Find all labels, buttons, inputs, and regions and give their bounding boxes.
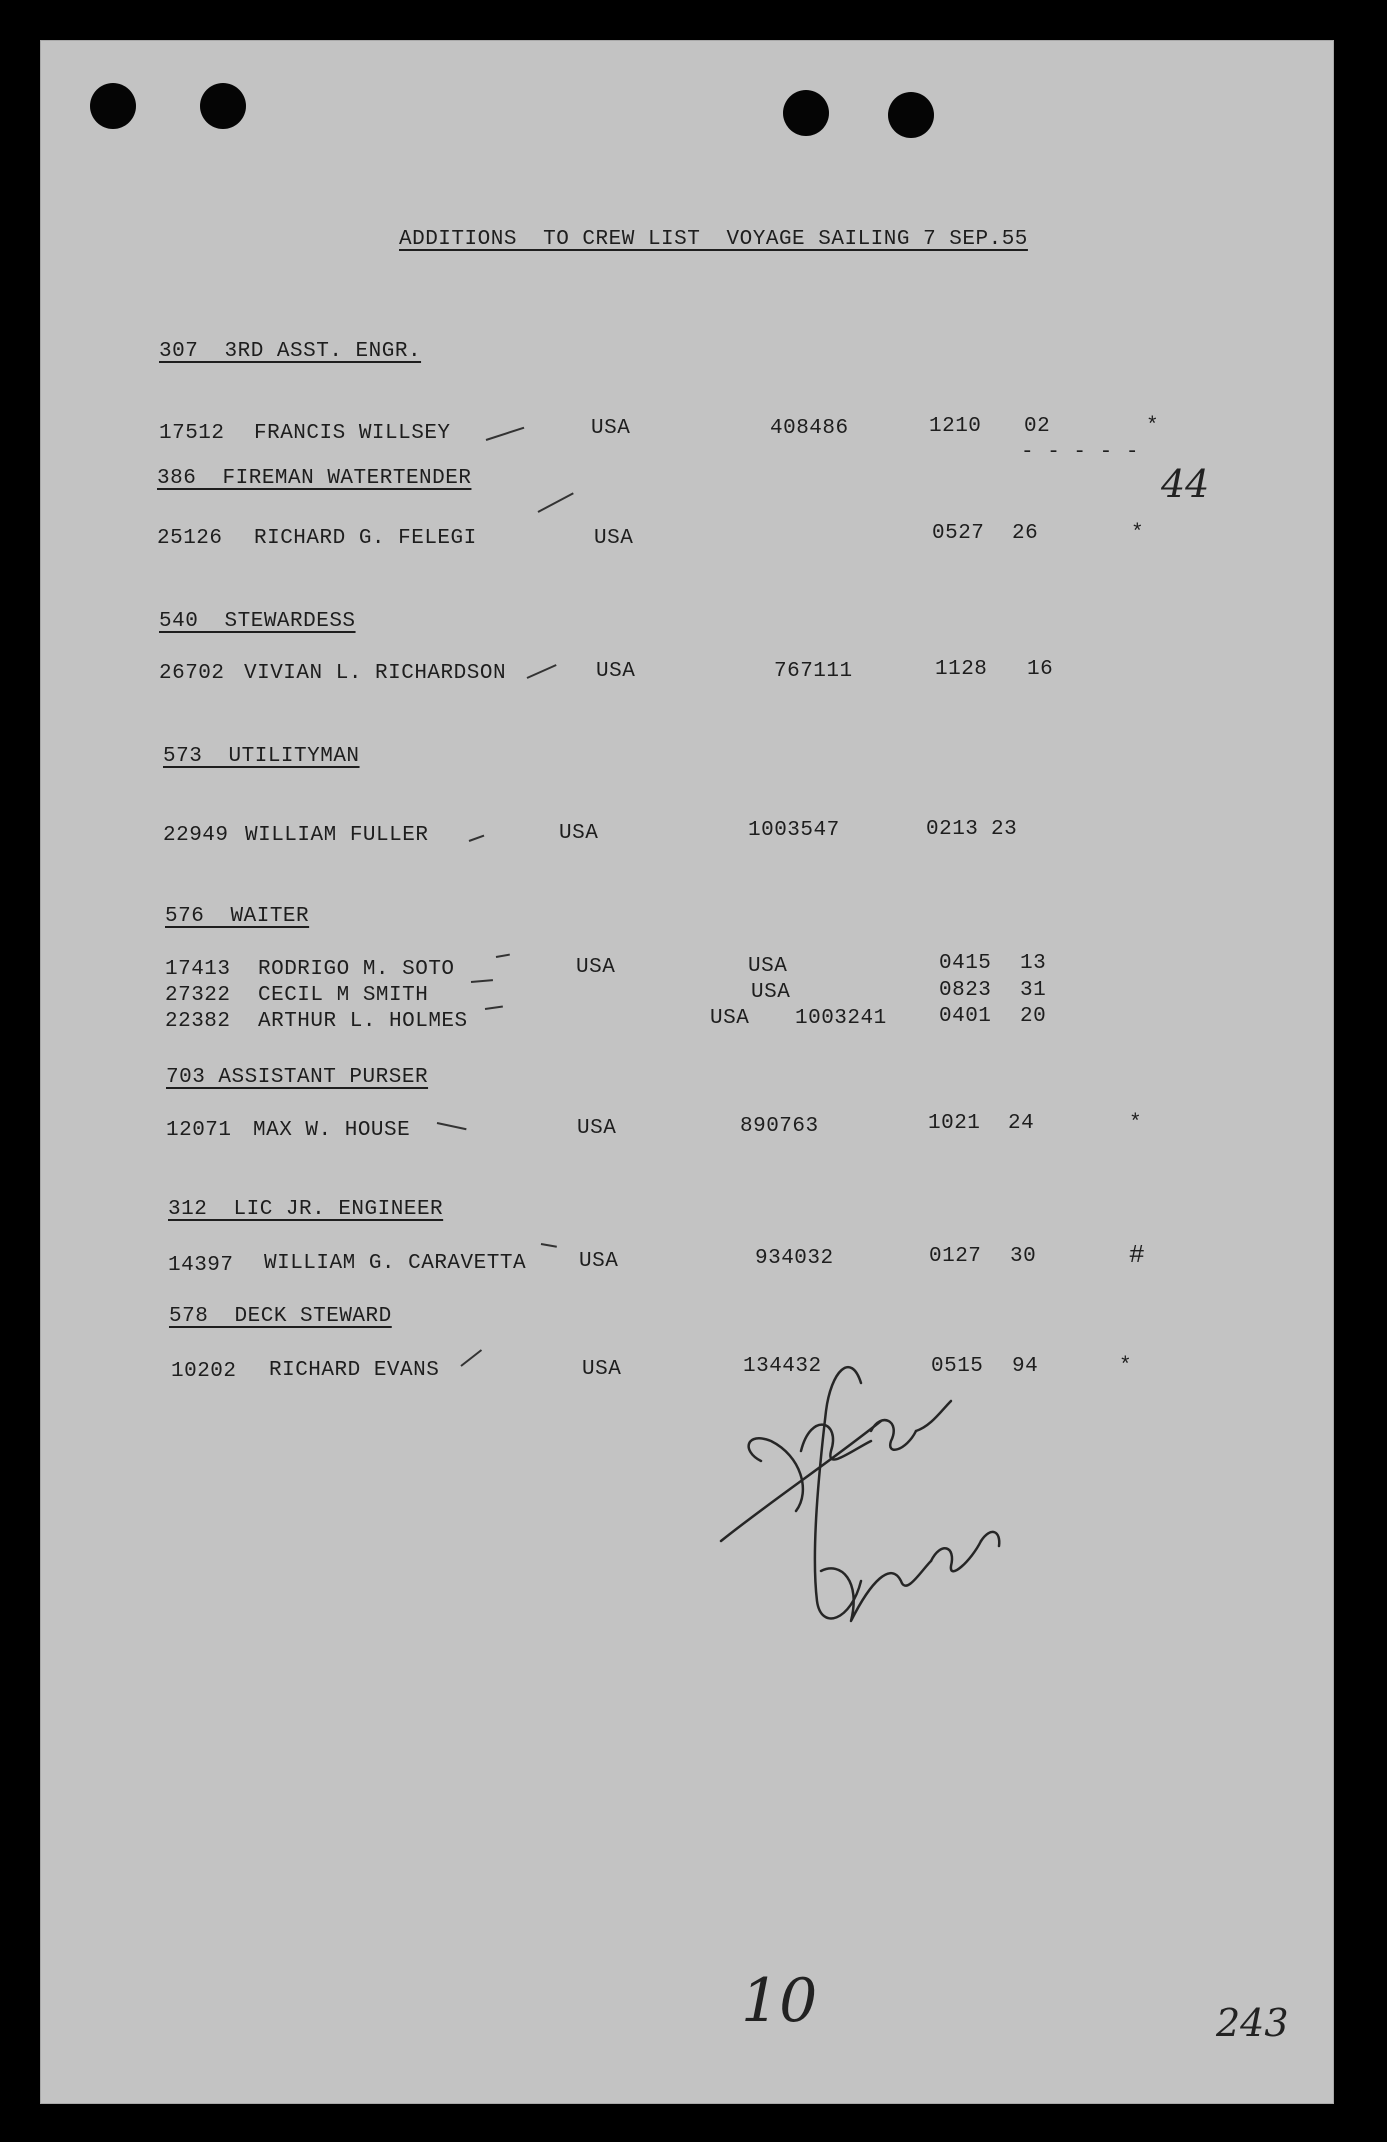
entry-mark: # [1129, 1240, 1146, 1270]
employee-number: 25126 [157, 527, 223, 550]
section-header: 540 STEWARDESS [159, 610, 356, 633]
section-header: 578 DECK STEWARD [169, 1305, 392, 1328]
entry-mark: * [1146, 415, 1160, 438]
entry-code: 20 [1020, 1005, 1047, 1028]
nationality: USA [577, 1117, 617, 1140]
check-mark [541, 1243, 557, 1248]
crew-name: FRANCIS WILLSEY [254, 422, 451, 445]
document-number: 934032 [755, 1247, 834, 1270]
employee-number: 22382 [165, 1010, 231, 1033]
nationality: USA [710, 1007, 750, 1030]
employee-number: 17512 [159, 422, 225, 445]
document-number: 408486 [770, 417, 849, 440]
check-mark [538, 492, 574, 513]
corner-number: 243 [1216, 2001, 1289, 2045]
crew-name: CECIL M SMITH [258, 984, 429, 1007]
date-code: 1021 [928, 1112, 981, 1135]
punch-hole [783, 90, 829, 136]
document-number: 134432 [743, 1355, 822, 1378]
employee-number: 26702 [159, 662, 225, 685]
document-number: 1003547 [748, 819, 840, 842]
employee-number: 10202 [171, 1360, 237, 1383]
section-header: 703 ASSISTANT PURSER [166, 1066, 429, 1089]
nationality: USA [582, 1358, 622, 1381]
margin-number: 44 [1161, 462, 1210, 506]
check-mark [496, 954, 510, 958]
nationality: USA [748, 955, 788, 978]
date-code: 0527 [932, 522, 985, 545]
nationality: USA [576, 956, 616, 979]
crew-name: VIVIAN L. RICHARDSON [244, 662, 507, 685]
date-code: 1210 [929, 415, 982, 438]
entry-mark: * [1119, 1355, 1133, 1378]
punch-hole [90, 83, 136, 129]
section-header: 576 WAITER [165, 905, 310, 928]
employee-number: 27322 [165, 984, 231, 1007]
punch-hole [200, 83, 246, 129]
date-code: 0823 [939, 979, 992, 1002]
entry-mark: * [1131, 522, 1145, 545]
nationality: USA [594, 527, 634, 550]
date-code: 0415 [939, 952, 992, 975]
entry-code: 30 [1010, 1245, 1037, 1268]
entry-code: 13 [1020, 952, 1047, 975]
entry-code: 02 [1024, 415, 1051, 438]
crew-name: ARTHUR L. HOLMES [258, 1010, 468, 1033]
check-mark [471, 979, 493, 983]
document-number: 767111 [774, 660, 853, 683]
nationality: USA [559, 822, 599, 845]
section-header: 307 3RD ASST. ENGR. [159, 340, 422, 363]
check-mark [485, 1006, 503, 1010]
entry-code: 23 [991, 818, 1018, 841]
date-code: 0127 [929, 1245, 982, 1268]
nationality: USA [591, 417, 631, 440]
document-number: 890763 [740, 1115, 819, 1138]
date-code: 0401 [939, 1005, 992, 1028]
section-header: 573 UTILITYMAN [163, 745, 360, 768]
crew-name: MAX W. HOUSE [253, 1119, 411, 1142]
entry-code: 31 [1020, 979, 1047, 1002]
punch-hole [888, 92, 934, 138]
date-code: 1128 [935, 658, 988, 681]
date-code: 0213 [926, 818, 979, 841]
handwritten-signature [701, 1331, 1061, 1671]
check-mark [469, 835, 485, 842]
dashed-mark: - - - - - [1021, 441, 1139, 464]
employee-number: 12071 [166, 1119, 232, 1142]
section-header: 312 LIC JR. ENGINEER [168, 1198, 444, 1221]
page-number: 10 [741, 1966, 818, 2036]
crew-name: RICHARD EVANS [269, 1359, 440, 1382]
crew-name: RODRIGO M. SOTO [258, 958, 455, 981]
entry-mark: * [1129, 1112, 1143, 1135]
check-mark [486, 427, 525, 441]
entry-code: 26 [1012, 522, 1039, 545]
nationality: USA [579, 1250, 619, 1273]
employee-number: 17413 [165, 958, 231, 981]
nationality: USA [751, 981, 791, 1004]
document-page [40, 40, 1334, 2104]
employee-number: 22949 [163, 824, 229, 847]
entry-code: 94 [1012, 1355, 1039, 1378]
crew-name: WILLIAM G. CARAVETTA [264, 1252, 527, 1275]
section-header: 386 FIREMAN WATERTENDER [157, 467, 472, 490]
check-mark [527, 664, 557, 679]
entry-code: 16 [1027, 658, 1054, 681]
crew-name: WILLIAM FULLER [245, 824, 429, 847]
nationality: USA [596, 660, 636, 683]
document-number: 1003241 [795, 1007, 887, 1030]
employee-number: 14397 [168, 1254, 234, 1277]
check-mark [437, 1122, 467, 1130]
page-title: ADDITIONS TO CREW LIST VOYAGE SAILING 7 SEP.55 [399, 228, 1028, 251]
entry-code: 24 [1008, 1112, 1035, 1135]
check-mark [460, 1349, 482, 1367]
crew-name: RICHARD G. FELEGI [254, 527, 477, 550]
date-code: 0515 [931, 1355, 984, 1378]
